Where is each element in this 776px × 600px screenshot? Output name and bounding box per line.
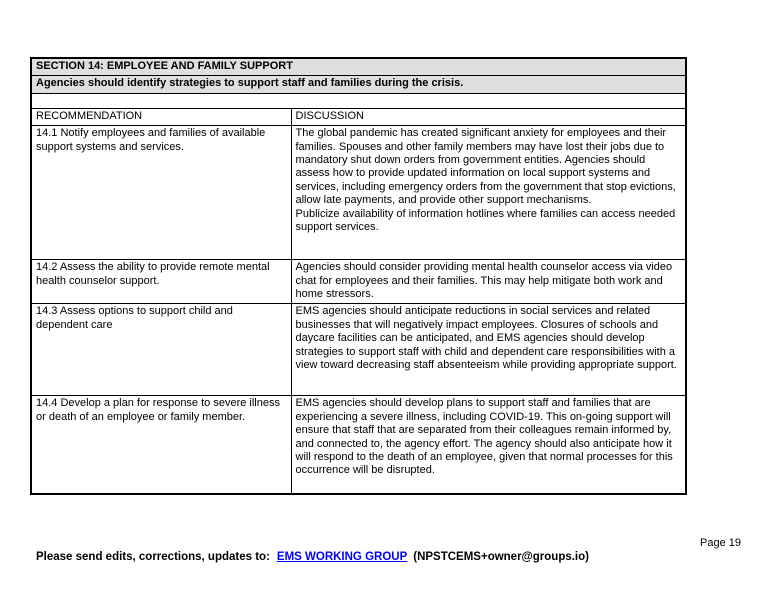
column-header-row <box>31 108 686 125</box>
section-title-row <box>31 58 686 76</box>
section-14-table <box>30 57 687 495</box>
page-number: Page 19 <box>700 537 741 549</box>
table-row <box>31 304 686 396</box>
recommendation-cell: 14.3 Assess options to support child and dependent care <box>31 304 291 396</box>
recommendation-column-header: RECOMMENDATION <box>31 108 291 125</box>
table-row <box>31 260 686 304</box>
footer-edits-line <box>36 551 589 563</box>
table-row <box>31 126 686 260</box>
section-subtitle-row <box>31 76 686 93</box>
recommendation-cell: 14.1 Notify employees and families of available support systems and services. <box>31 126 291 260</box>
footer-email: (NPSTCEMS+owner@groups.io) <box>413 551 589 563</box>
discussion-paragraph: EMS agencies should develop plans to support staff and families that are experiencing a severe illness, including COVID-19. This on-going support will ensure that staff that are separated from their colleagues remain informed by, and connected to, the agency effort. The agency should also anticipate how it will respond to the death of an employee, given that normal processes for this occurrence will be disrupted. <box>295 397 673 477</box>
discussion-cell <box>291 126 686 260</box>
recommendation-cell: 14.4 Develop a plan for response to severe illness or death of an employee or family member. <box>31 396 291 494</box>
recommendation-cell: 14.2 Assess the ability to provide remote mental health counselor support. <box>31 260 291 304</box>
section-title: SECTION 14: EMPLOYEE AND FAMILY SUPPORT <box>31 58 686 76</box>
discussion-cell <box>291 260 686 304</box>
discussion-paragraph: EMS agencies should anticipate reductions in social services and related businesses that will negatively impact employees. Closures of schools and daycare facilities can be anticipated, and EMS agencies should develop strategies to support staff with child and dependent care responsibilities with a view toward decreasing staff absenteeism while providing appropriate support. <box>295 305 677 372</box>
discussion-paragraph: Agencies should consider providing mental health counselor access via video chat for employees and their families. This may help mitigate both work and home stressors. <box>295 261 673 301</box>
discussion-cell <box>291 304 686 396</box>
discussion-paragraph: The global pandemic has created significant anxiety for employees and their families. Spouses and other family members may have lost their jobs due to mandatory shut down orders from government entities. Agencies should assess how to provide updated information on local support systems and services, including emergency orders from the government that stop evictions, allow late payments, and provide other support mechanisms. <box>295 127 676 207</box>
empty-spacer-row <box>31 93 686 108</box>
discussion-column-header: DISCUSSION <box>291 108 686 125</box>
footer-prefix: Please send edits, corrections, updates to: <box>36 551 270 563</box>
discussion-paragraph: Publicize availability of information hotlines where families can access needed support services. <box>295 207 676 234</box>
empty-cell <box>31 93 686 108</box>
section-subtitle: Agencies should identify strategies to support staff and families during the crisis. <box>31 76 686 93</box>
table-row <box>31 396 686 494</box>
discussion-cell <box>291 396 686 494</box>
ems-working-group-link[interactable]: EMS WORKING GROUP <box>276 551 408 563</box>
